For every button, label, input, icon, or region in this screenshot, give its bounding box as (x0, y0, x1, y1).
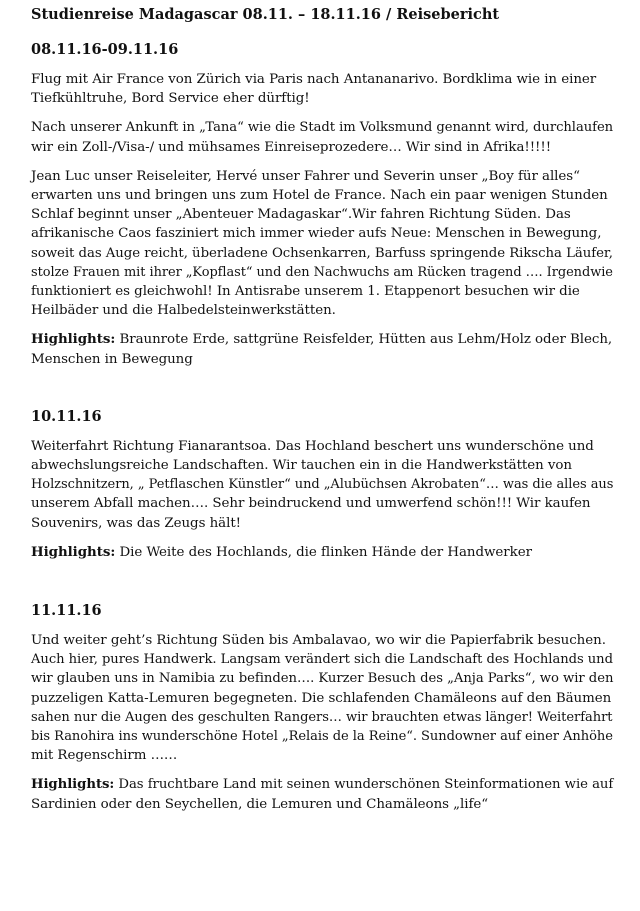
text-line (31, 543, 611, 562)
text-line: stolze Frauen mit ihrer „Kopflast“ und den Nachwuchs am Rücken tragend …. Irgendwie (31, 264, 613, 280)
paragraph (31, 167, 611, 321)
section-date-heading: 10.11.16 (31, 407, 102, 425)
highlights-text: Das fruchtbare Land mit seinen wunderschönen Steinformationen wie auf (114, 777, 614, 793)
paragraph (31, 118, 614, 156)
paragraph (31, 70, 611, 108)
text-line (31, 775, 614, 794)
highlights-label: Highlights: (31, 331, 116, 348)
section-date-heading: 08.11.16-09.11.16 (31, 41, 179, 58)
text-line: Nach unserer Ankunft in „Tana“ wie die Stadt im Volksmund genannt wird, durchlaufen (31, 120, 614, 136)
text-line (31, 330, 611, 349)
highlights-paragraph (31, 775, 614, 813)
section-date-heading: 11.11.16 (31, 602, 102, 620)
text-line: erwarten uns und bringen uns zum Hotel de France. Nach ein paar wenigen Stunden (31, 188, 608, 204)
text-line: Weiterfahrt Richtung Fianarantsoa. Das Hochland beschert uns wunderschöne und (31, 438, 594, 454)
paragraph (31, 631, 614, 765)
text-line: Heilbäder und die Halbedelsteinwerkstätten. (31, 303, 336, 319)
text-line: bis Ranohira ins wunderschöne Hotel „Relais de la Reine“. Sundowner auf einer Anhöhe (31, 729, 613, 745)
document-title: Studienreise Madagascar 08.11. – 18.11.16 / Reisebericht (31, 6, 500, 23)
text-line: soweit das Auge reicht, überladene Ochsenkarren, Barfuss springende Rikscha Läufer, (31, 245, 613, 261)
text-line: Flug mit Air France von Zürich via Paris nach Antananarivo. Bordklima wie in einer (31, 72, 597, 87)
text-line: Sardinien oder den Seychellen, die Lemuren und Chamäleons „life“ (31, 796, 489, 812)
text-line: Und weiter geht’s Richtung Süden bis Ambalavao, wo wir die Papierfabrik besuchen. (31, 633, 606, 649)
highlights-paragraph (31, 330, 611, 368)
highlights-text: Die Weite des Hochlands, die flinken Hände der Handwerker (115, 544, 532, 560)
text-line: Souvenirs, was das Zeugs hält! (31, 515, 242, 531)
highlights-text: Braunrote Erde, sattgrüne Reisfelder, Hütten aus Lehm/Holz oder Blech, (115, 332, 613, 348)
text-line: Auch hier, pures Handwerk. Langsam verändert sich die Landschaft des Hochlands und (31, 652, 613, 668)
highlights-label: Highlights: (31, 543, 116, 560)
highlights-paragraph (31, 543, 611, 562)
text-line: Menschen in Bewegung (31, 351, 193, 367)
text-line: Jean Luc unser Reiseleiter, Hervé unser Fahrer und Severin unser „Boy für alles“ (31, 168, 580, 184)
paragraph (31, 437, 614, 533)
text-line: abwechslungsreiche Landschaften. Wir tauchen ein in die Handwerkstätten von (31, 458, 573, 474)
text-line: unserem Abfall machen…. Sehr beindruckend und umwerfend schön!!! Wir kaufen (31, 496, 591, 512)
text-line: funktioniert es gleichwohl! In Antisrabe unserem 1. Etappenort besuchen wir die (31, 284, 580, 300)
text-line: wir ein Zoll-/Visa-/ und mühsames Einreiseprozedere… Wir sind in Afrika!!!!! (31, 139, 552, 155)
text-line: afrikanische Caos fasziniert mich immer wieder aufs Neue: Menschen in Bewegung, (31, 226, 602, 242)
text-line: Holzschnitzern, „ Petflaschen Künstler“ und „Alubüchsen Akrobaten“… was die alles aus (31, 477, 614, 493)
text-line: puzzeligen Katta-Lemuren begegneten. Die schlafenden Chamäleons auf den Bäumen (31, 690, 612, 706)
document-page (31, 0, 614, 814)
text-line: mit Regenschirm …… (31, 748, 178, 764)
text-line: Schlaf beginnt unser „Abenteuer Madagaskar“.Wir fahren Richtung Süden. Das (31, 207, 571, 223)
highlights-label: Highlights: (31, 777, 115, 793)
text-line: sahen nur die Augen des geschulten Rangers… wir brauchten etwas länger! Weiterfahrt (31, 709, 613, 725)
text-line: wir glauben uns in Namibia zu befinden…. Kurzer Besuch des „Anja Parks“, wo wir den (31, 671, 614, 687)
text-line: Tiefkühltruhe, Bord Service eher dürftig! (31, 91, 310, 107)
